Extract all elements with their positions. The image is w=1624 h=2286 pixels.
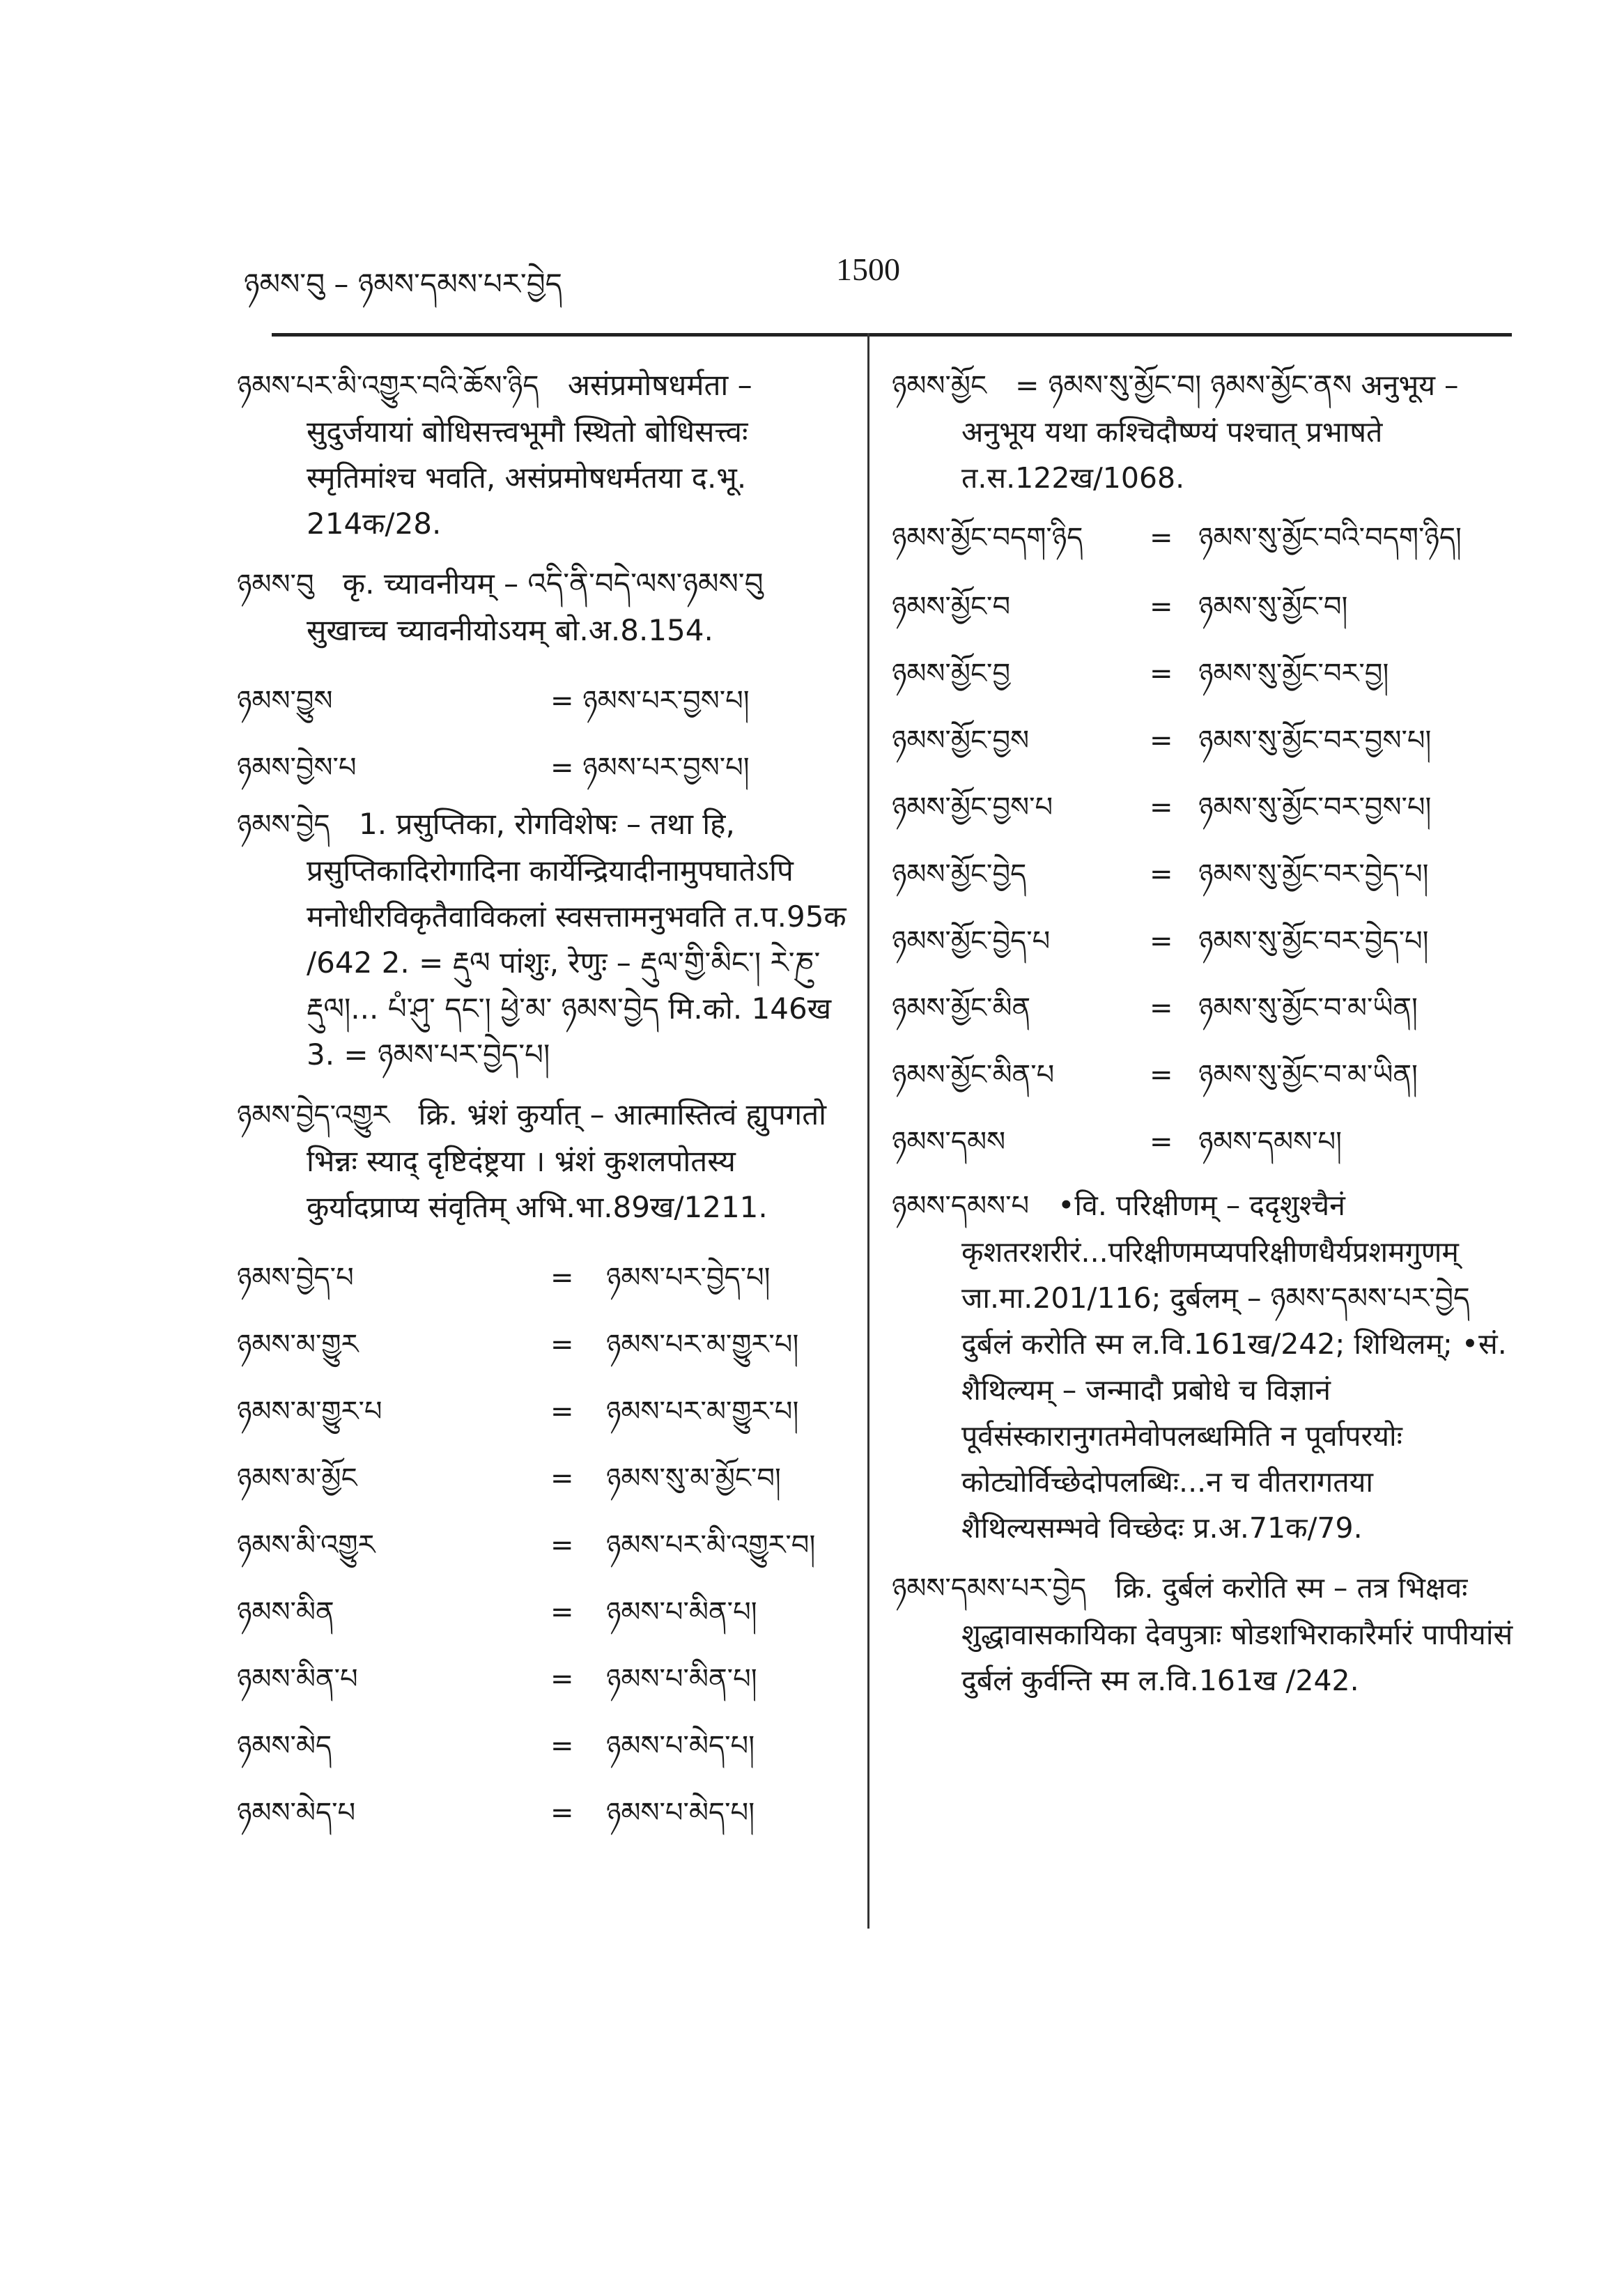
equals-sign: =: [1150, 858, 1173, 890]
page-number: 1500: [836, 252, 900, 287]
cross-reference-target: = ཉམས་པར་བྱས་པ།: [550, 752, 750, 784]
headword: ཉམས་མྱོང་མིན: [892, 992, 1031, 1024]
equals-sign: =: [1150, 725, 1173, 757]
headword: ཉམས་བྱེད: [237, 809, 330, 841]
cross-reference-target: ཉམས་སུ་མྱོང་བའི་བདག་ཉིད།: [1198, 522, 1462, 554]
equals-sign: =: [550, 1730, 574, 1762]
equals-sign: =: [550, 1663, 574, 1695]
cross-reference-target: ཉམས་པར་མ་གྱུར་པ།: [606, 1396, 799, 1428]
cross-reference-entry: [892, 1042, 1519, 1109]
cross-reference-entry: [892, 1109, 1519, 1175]
equals-sign: =: [550, 1329, 574, 1361]
cross-reference-entry: [892, 573, 1519, 640]
column-divider: [867, 333, 869, 1929]
dictionary-entry: [892, 362, 1519, 501]
running-head: ཉམས་བུ – ཉམས་དམས་པར་བྱེད: [244, 267, 562, 301]
left-column: [237, 362, 853, 1846]
cross-reference-entry: [237, 1579, 853, 1646]
cross-reference-entry: [237, 1311, 853, 1378]
equals-sign: =: [550, 1529, 574, 1561]
cross-reference-target: = ཉམས་པར་བྱས་པ།: [550, 685, 750, 717]
headword: ཉམས་མྱོང: [892, 370, 987, 402]
headword: ཉམས་མྱོང་བྱེད་པ: [892, 925, 1051, 957]
equals-sign: =: [1150, 522, 1173, 554]
cross-reference-entry: [892, 975, 1519, 1042]
cross-reference-entry: [237, 1244, 853, 1311]
cross-reference-target: ཉམས་པར་མ་གྱུར་པ།: [606, 1329, 799, 1361]
dictionary-entry: [237, 362, 853, 547]
cross-reference-target: ཉམས་པར་བྱེད་པ།: [606, 1262, 771, 1294]
cross-reference-list: [892, 573, 1519, 1175]
header-rule: [272, 333, 1512, 337]
cross-reference-entry: [237, 1512, 853, 1579]
headword: ཉམས་པར་མི་འགྱུར་བའི་ཆོས་ཉིད: [237, 370, 539, 402]
equals-sign: =: [1150, 1126, 1173, 1158]
headword: ཉམས་དམས་པར་བྱེད: [892, 1573, 1087, 1605]
headword: ཉམས་བྱེས་པ: [237, 752, 357, 784]
cross-reference-entry: [237, 667, 853, 734]
cross-reference-entry: [892, 707, 1519, 774]
equals-sign: =: [1150, 791, 1173, 824]
equals-sign: =: [550, 1596, 574, 1628]
cross-reference-entry: [237, 1713, 853, 1779]
headword: ཉམས་བྱེད་པ: [237, 1262, 354, 1294]
cross-reference-target: ཉམས་པ་མེད་པ།: [606, 1797, 755, 1829]
cross-reference-entry: [892, 841, 1519, 908]
equals-sign: =: [550, 1462, 574, 1495]
entry-body: क्रि. भ्रंशं कुर्यात् – आत्मास्तित्वं ह्युपगतो भिन्नः स्याद् दृष्टिदंष्ट्रया । भ्रंशं कुशलपोतस्य कुर्यादप्राप्य संवृतिम् अभि.भा.89ख/1211.: [307, 1097, 827, 1224]
cross-reference-entry: [237, 734, 853, 801]
headword: ཉམས་དམས: [892, 1126, 1006, 1158]
cross-reference-target: ཉམས་པ་མིན་པ།: [606, 1596, 757, 1628]
equals-sign: =: [550, 1797, 574, 1829]
cross-reference-target: ཉམས་སུ་མྱོང་བ་མ་ཡིན།: [1198, 992, 1418, 1024]
dictionary-entry: [237, 1092, 853, 1230]
headword: ཉམས་མྱོང་མིན་པ: [892, 1059, 1055, 1091]
equals-sign: =: [1150, 1059, 1173, 1091]
cross-reference-target: ཉམས་སུ་མྱོང་བར་བྱས་པ།: [1198, 725, 1432, 757]
headword: ཉམས་དམས་པ: [892, 1190, 1030, 1222]
headword: ཉམས་མ་གྱུར་པ: [237, 1396, 382, 1428]
entry-body: कृ. च्यावनीयम् – འདི་ནི་བདེ་ལས་ཉམས་བུ सुखाच्च च्यावनीयोऽयम् बो.अ.8.154.: [307, 566, 764, 647]
equals-sign: =: [1150, 658, 1173, 690]
entry-body: = ཉམས་སུ་མྱོང་བ། ཉམས་མྱོང་ནས अनुभूय – अनुभूय यथा कश्चिदौष्ण्यं पश्चात् प्रभाषते त.स.122ख/1068.: [961, 369, 1459, 495]
dictionary-entry: [237, 561, 853, 654]
headword: ཉམས་མྱོང་བྱས: [892, 725, 1030, 757]
cross-reference-target: ཉམས་པ་མིན་པ།: [606, 1663, 757, 1695]
cross-reference-target: ཉམས་སུ་མྱོང་བ།: [1198, 591, 1348, 623]
headword: ཉམས་བྱེད་འགྱུར: [237, 1099, 390, 1132]
headword: ཉམས་མེད: [237, 1730, 332, 1762]
cross-reference-entry: [237, 1646, 853, 1713]
cross-reference-target: ཉམས་པ་མེད་པ།: [606, 1730, 755, 1762]
cross-reference-target: ཉམས་དམས་པ།: [1198, 1126, 1343, 1158]
equals-sign: =: [1150, 925, 1173, 957]
headword: ཉམས་མྱོང་བདག་ཉིད: [892, 522, 1083, 554]
equals-sign: =: [550, 1396, 574, 1428]
headword: ཉམས་མ་མྱོང: [237, 1462, 357, 1495]
headword: ཉམས་མྱོང་བྱས་པ: [892, 791, 1053, 824]
cross-reference-target: ཉམས་སུ་མྱོང་བར་བྱེད་པ།: [1198, 858, 1429, 890]
cross-reference-target: ཉམས་སུ་མྱོང་བར་བྱས་པ།: [1198, 791, 1432, 824]
headword: ཉམས་མིན: [237, 1596, 334, 1628]
headword: ཉམས་མི་འགྱུར: [237, 1529, 376, 1561]
entry-body: 1. प्रसुप्तिका, रोगविशेषः – तथा हि, प्रसुप्तिकादिरोगादिना कार्येन्द्रियादीनामुपघातेऽपि मनोधीरविकृतैवाविकलां स्वसत्तामनुभवति त.प.95क /642 2. = རྡུལ पांशुः, रेणुः – རྡུལ་གྱི་མིང་། རེ་ཎུ་ རྡུལ།... པཾ་ཤུ་ དང་། ཕྱེ་མ་ ཉམས་བྱེད मि.को. 146ख 3. = ཉམས་པར་བྱེད་པ།: [307, 807, 846, 1072]
dictionary-entry: [892, 1182, 1519, 1551]
dictionary-entry: [237, 801, 853, 1078]
cross-reference-entry: [237, 1445, 853, 1512]
headword: ཉམས་མྱོང་བྱ: [892, 658, 1011, 690]
cross-reference-list: [237, 1244, 853, 1846]
cross-reference-target: ཉམས་སུ་མྱོང་བར་བྱེད་པ།: [1198, 925, 1429, 957]
cross-reference-entry: [892, 908, 1519, 975]
headword: ཉམས་མྱོང་བྱེད: [892, 858, 1027, 890]
cross-reference-target: ཉམས་སུ་མྱོང་བ་མ་ཡིན།: [1198, 1059, 1418, 1091]
entry-body: असंप्रमोषधर्मता – सुदुर्जयायां बोधिसत्त्वभूमौ स्थितो बोधिसत्त्वः स्मृतिमांश्च भवति, असंप्रमोषधर्मतया द.भू. 214क/28.: [307, 368, 752, 541]
headword: ཉམས་མེད་པ: [237, 1797, 356, 1829]
entry-body: •वि. परिक्षीणम् – ददृशुश्चैनं कृशतरशरीरं...परिक्षीणमप्यपरिक्षीणधैर्यप्रशमगुणम् जा.मा.201/116; दुर्बलम् – ཉམས་དམས་པར་བྱེད दुर्बलं करोति स्म ल.वि.161ख/242; शिथिलम्; •सं. शैथिल्यम् – जन्मादौ प्रबोधे च विज्ञानं पूर्वसंस्कारानुगतमेवोपलब्धमिति न पूर्वापरयोः कोट्योर्विच्छेदोपलब्धिः...न च वीतरागतया शैथिल्यसम्भवे विच्छेदः प्र.अ.71क/79.: [961, 1189, 1507, 1545]
dictionary-entry: [892, 1565, 1519, 1704]
headword: ཉམས་མིན་པ: [237, 1663, 358, 1695]
cross-reference-target: ཉམས་སུ་མ་མྱོང་བ།: [606, 1462, 781, 1495]
cross-reference-entry: [892, 640, 1519, 707]
equals-sign: =: [550, 1262, 574, 1294]
equals-sign: =: [1150, 591, 1173, 623]
cross-reference-target: ཉམས་སུ་མྱོང་བར་བྱ།: [1198, 658, 1389, 690]
headword: ཉམས་མ་གྱུར: [237, 1329, 359, 1361]
cross-reference-entry: [237, 1779, 853, 1846]
entry-body: क्रि. दुर्बलं करोति स्म – तत्र भिक्षवः शुद्धावासकायिका देवपुत्राः षोडशभिराकारैर्मारं पापीयांसं दुर्बलं कुर्वन्ति स्म ल.वि.161ख /242.: [961, 1571, 1513, 1697]
cross-reference-entry: [237, 1378, 853, 1445]
headword: ཉམས་བུ: [237, 569, 314, 601]
cross-reference-entry: [892, 515, 1519, 561]
right-column: [892, 362, 1519, 1717]
cross-reference-target: ཉམས་པར་མི་འགྱུར་བ།: [606, 1529, 816, 1561]
cross-reference-entry: [892, 774, 1519, 841]
headword: ཉམས་བྱུས: [237, 685, 333, 717]
headword: ཉམས་མྱོང་བ: [892, 591, 1011, 623]
equals-sign: =: [1150, 992, 1173, 1024]
